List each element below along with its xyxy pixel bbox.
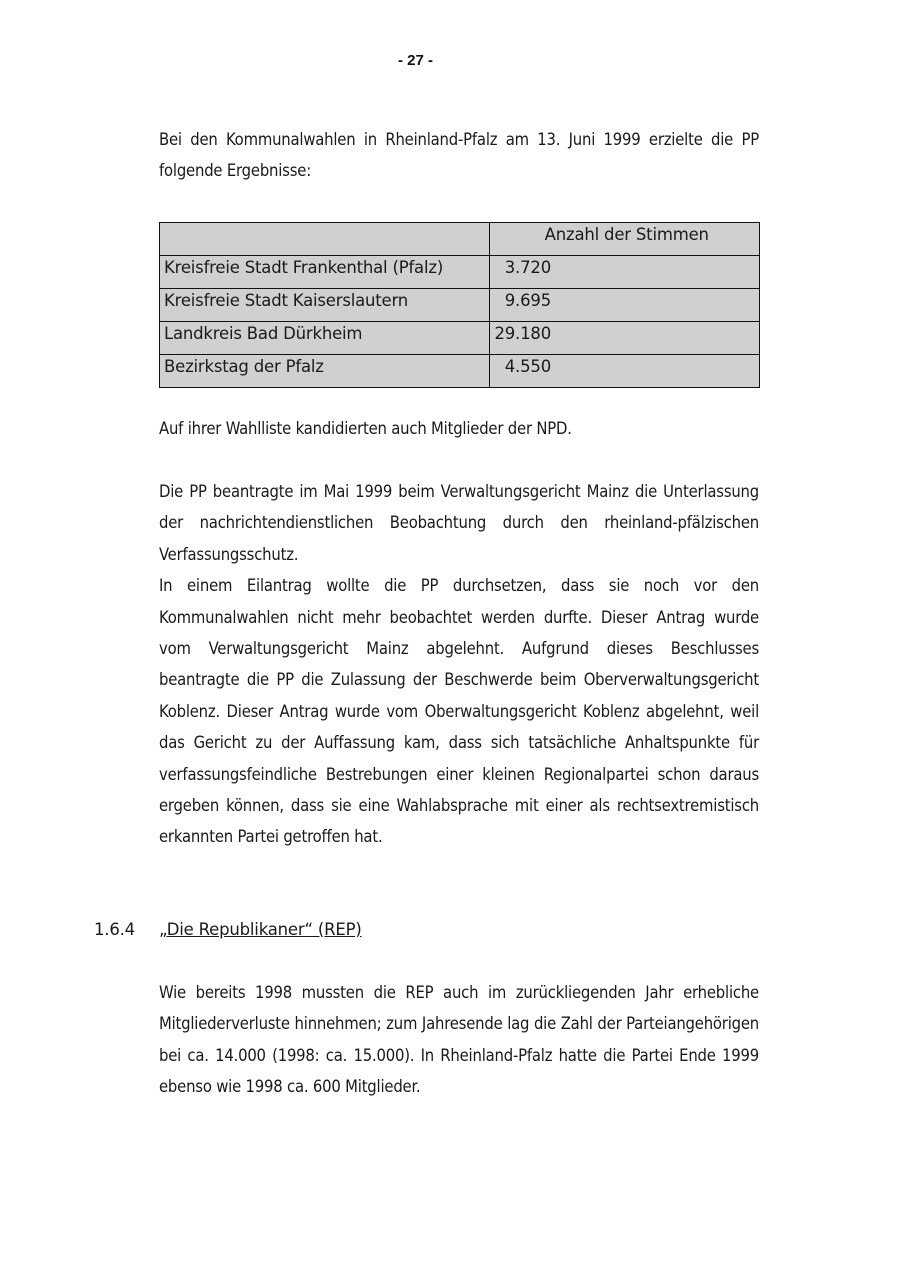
votes-cell: 4.550: [490, 355, 760, 388]
intro-paragraph: [159, 124, 759, 187]
table-header-region: [160, 223, 490, 256]
section-number: 1.6.4: [94, 920, 135, 939]
npd-note-text: Auf ihrer Wahlliste kandidierten auch Mitglieder der NPD.: [159, 419, 572, 438]
votes-cell: 29.180: [490, 322, 760, 355]
table-row: [160, 289, 760, 322]
intro-text: Bei den Kommunalwahlen in Rheinland-Pfalz am 13. Juni 1999 erzielte die PP folgende Ergebnisse:: [159, 130, 759, 181]
table-row: [160, 355, 760, 388]
pp-paragraph: In einem Eilantrag wollte die PP durchsetzen, dass sie noch vor den Kommunalwahlen nicht mehr beobachtet werden durfte. Dieser Antrag wurde vom Verwaltungsgericht Mainz abgelehnt. Aufgrund dieses Beschlusses beantragte die PP die Zulassung der Beschwerde beim Oberverwaltungsgericht Koblenz. Dieser Antrag wurde vom Oberwaltungsgericht Koblenz abgelehnt, weil das Gericht zu der Auffassung kam, dass sich tatsächliche Anhaltspunkte für verfassungsfeindliche Bestrebungen einer kleinen Regionalpartei schon daraus ergeben können, dass sie eine Wahlabsprache mit einer als rechtsextremistisch erkannten Partei getroffen hat.: [159, 576, 759, 847]
table-header-votes: Anzahl der Stimmen: [490, 223, 760, 256]
table-row: [160, 322, 760, 355]
votes-cell: 3.720: [490, 256, 760, 289]
rep-paragraph: [159, 977, 759, 1103]
region-cell: Kreisfreie Stadt Kaiserslautern: [160, 289, 490, 322]
section-heading: [94, 914, 774, 945]
region-cell: Bezirkstag der Pfalz: [160, 355, 490, 388]
pp-paragraph: Die PP beantragte im Mai 1999 beim Verwaltungsgericht Mainz die Unterlassung der nachrichtendienstlichen Beobachtung durch den rheinland-pfälzischen Verfassungsschutz.: [159, 482, 759, 564]
npd-note-paragraph: [159, 413, 759, 444]
table-row: [160, 256, 760, 289]
rep-text: Wie bereits 1998 mussten die REP auch im zurückliegenden Jahr erhebliche Mitgliederverluste hinnehmen; zum Jahresende lag die Zahl der Parteiangehörigen bei ca. 14.000 (1998: ca. 15.000). In Rheinland-Pfalz hatte die Partei Ende 1999 ebenso wie 1998 ca. 600 Mitglieder.: [159, 983, 759, 1097]
table-header-row: [160, 223, 760, 256]
region-cell: Kreisfreie Stadt Frankenthal (Pfalz): [160, 256, 490, 289]
election-results-table: [159, 222, 760, 388]
section-title: „Die Republikaner“ (REP): [159, 920, 362, 939]
votes-cell: 9.695: [490, 289, 760, 322]
page-number: - 27 -: [397, 52, 433, 69]
pp-court-paragraphs: [159, 476, 759, 853]
region-cell: Landkreis Bad Dürkheim: [160, 322, 490, 355]
